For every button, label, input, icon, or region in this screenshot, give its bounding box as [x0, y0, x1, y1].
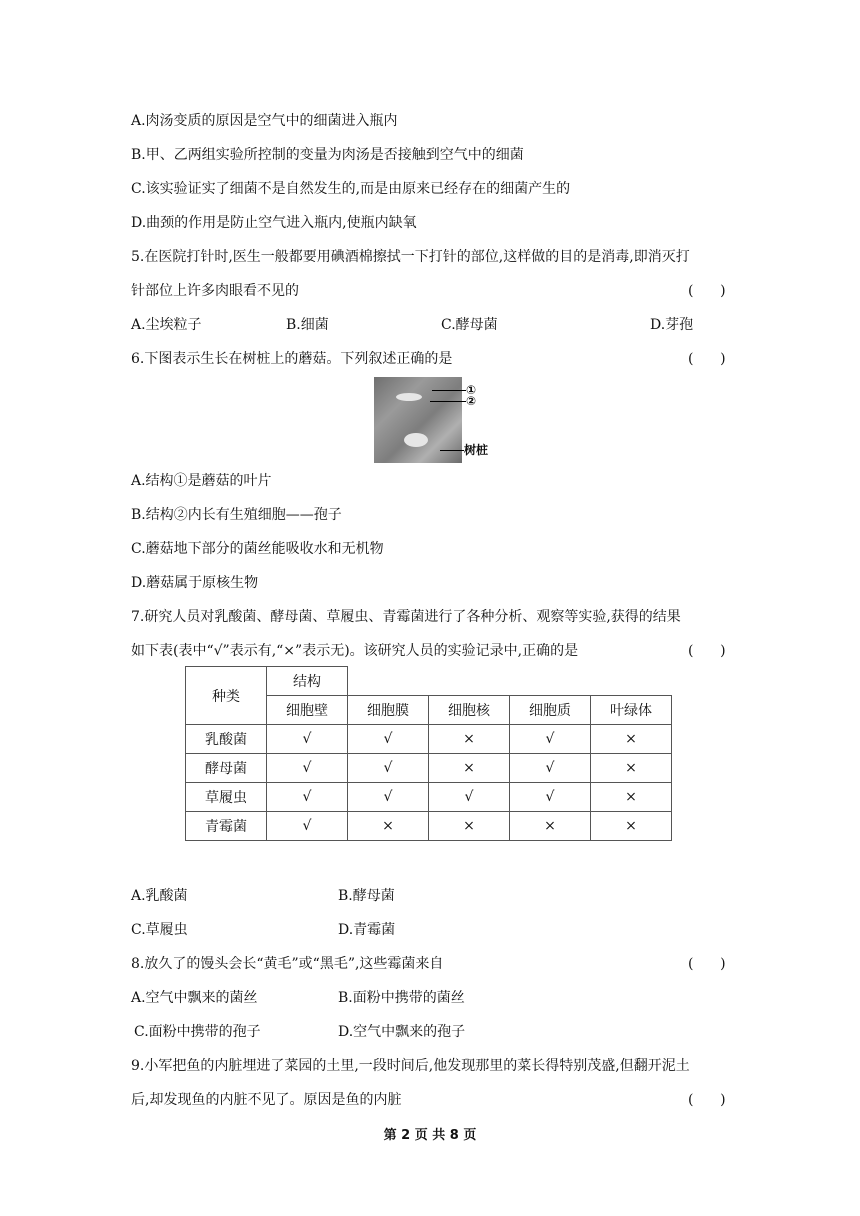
- table-cell: √: [267, 783, 348, 812]
- q4-option-d: D.曲颈的作用是防止空气进入瓶内,使瓶内缺氧: [131, 215, 417, 231]
- table-cell: √: [348, 754, 429, 783]
- q5-option-c: C.酵母菌: [441, 317, 498, 333]
- table-cell: √: [348, 783, 429, 812]
- header-structure: 结构: [267, 667, 348, 696]
- table-row: [186, 783, 672, 812]
- table-cell: √: [429, 783, 510, 812]
- q8-option-d: D.空气中飘来的孢子: [338, 1024, 466, 1040]
- q5-stem-line-1: 5.在医院打针时,医生一般都要用碘酒棉擦拭一下打针的部位,这样做的目的是消毒,即消灭打: [131, 249, 690, 265]
- mushroom-cap-lower: [404, 433, 428, 447]
- column-header: 细胞核: [429, 696, 510, 725]
- header-species: 种类: [186, 667, 267, 725]
- q4-option-a: A.肉汤变质的原因是空气中的细菌进入瓶内: [131, 113, 398, 129]
- table-cell: ×: [429, 725, 510, 754]
- q6-option-b: B.结构②内长有生殖细胞——孢子: [131, 507, 342, 523]
- label-structure-2: ②: [466, 394, 477, 408]
- label-line-2: [430, 401, 466, 402]
- q4-option-b: B.甲、乙两组实验所控制的变量为肉汤是否接触到空气中的细菌: [131, 147, 524, 163]
- row-name: 青霉菌: [186, 812, 267, 841]
- label-stump: 树桩: [464, 443, 489, 457]
- table-cell: ×: [591, 754, 672, 783]
- q9-answer-blank: ( ): [688, 1092, 726, 1108]
- column-header: 细胞质: [510, 696, 591, 725]
- q8-answer-blank: ( ): [688, 956, 726, 972]
- row-name: 乳酸菌: [186, 725, 267, 754]
- q7-option-a: A.乳酸菌: [131, 888, 188, 904]
- q9-stem-line-1: 9.小军把鱼的内脏埋进了菜园的土里,一段时间后,他发现那里的菜长得特别茂盛,但翻开泥土: [131, 1058, 690, 1074]
- table-cell: ×: [510, 812, 591, 841]
- table-cell: √: [510, 783, 591, 812]
- q7-stem-line-2: 如下表(表中“√”表示有,“×”表示无)。该研究人员的实验记录中,正确的是: [131, 643, 579, 659]
- table-row: [186, 725, 672, 754]
- q7-answer-blank: ( ): [688, 643, 726, 659]
- q8-option-a: A.空气中飘来的菌丝: [131, 990, 258, 1006]
- q4-option-c: C.该实验证实了细菌不是自然发生的,而是由原来已经存在的细菌产生的: [131, 181, 571, 197]
- table-cell: √: [267, 725, 348, 754]
- table-cell: ×: [429, 812, 510, 841]
- cell-structure-table: [185, 666, 672, 841]
- q7-option-b: B.酵母菌: [338, 888, 395, 904]
- q7-option-c: C.草履虫: [131, 922, 188, 938]
- q7-stem-line-1: 7.研究人员对乳酸菌、酵母菌、草履虫、青霉菌进行了各种分析、观察等实验,获得的结果: [131, 609, 681, 625]
- table-cell: √: [510, 754, 591, 783]
- table-row: [186, 754, 672, 783]
- column-header: 细胞壁: [267, 696, 348, 725]
- column-header: 叶绿体: [591, 696, 672, 725]
- q8-stem: 8.放久了的馒头会长“黄毛”或“黑毛”,这些霉菌来自: [131, 956, 444, 972]
- label-line-stump: [440, 450, 464, 451]
- q6-option-c: C.蘑菇地下部分的菌丝能吸收水和无机物: [131, 541, 384, 557]
- page-footer: 第 2 页 共 8 页: [383, 1128, 477, 1143]
- column-header: 细胞膜: [348, 696, 429, 725]
- table-cell: √: [348, 725, 429, 754]
- row-name: 酵母菌: [186, 754, 267, 783]
- row-name: 草履虫: [186, 783, 267, 812]
- table-cell: ×: [429, 754, 510, 783]
- label-line-1: [432, 390, 466, 391]
- q5-stem-line-2: 针部位上许多肉眼看不见的: [131, 283, 299, 299]
- q6-option-a: A.结构①是蘑菇的叶片: [131, 473, 272, 489]
- table-cell: ×: [591, 812, 672, 841]
- q5-answer-blank: ( ): [688, 283, 726, 299]
- q8-option-b: B.面粉中携带的菌丝: [338, 990, 465, 1006]
- table-cell: ×: [348, 812, 429, 841]
- q5-option-a: A.尘埃粒子: [131, 317, 202, 333]
- mushroom-cap-upper: [396, 393, 422, 401]
- q6-option-d: D.蘑菇属于原核生物: [131, 575, 259, 591]
- q9-stem-line-2: 后,却发现鱼的内脏不见了。原因是鱼的内脏: [131, 1092, 402, 1108]
- label-structure-1: ①: [466, 383, 477, 397]
- table-cell: ×: [591, 783, 672, 812]
- q5-option-d: D.芽孢: [650, 317, 694, 333]
- q6-stem: 6.下图表示生长在树桩上的蘑菇。下列叙述正确的是: [131, 351, 453, 367]
- q8-option-c: C.面粉中携带的孢子: [134, 1024, 261, 1040]
- table-cell: √: [267, 754, 348, 783]
- table-row: [186, 812, 672, 841]
- q7-option-d: D.青霉菌: [338, 922, 396, 938]
- q6-answer-blank: ( ): [688, 351, 726, 367]
- q5-option-b: B.细菌: [286, 317, 329, 333]
- table-cell: √: [267, 812, 348, 841]
- table-cell: √: [510, 725, 591, 754]
- table-cell: ×: [591, 725, 672, 754]
